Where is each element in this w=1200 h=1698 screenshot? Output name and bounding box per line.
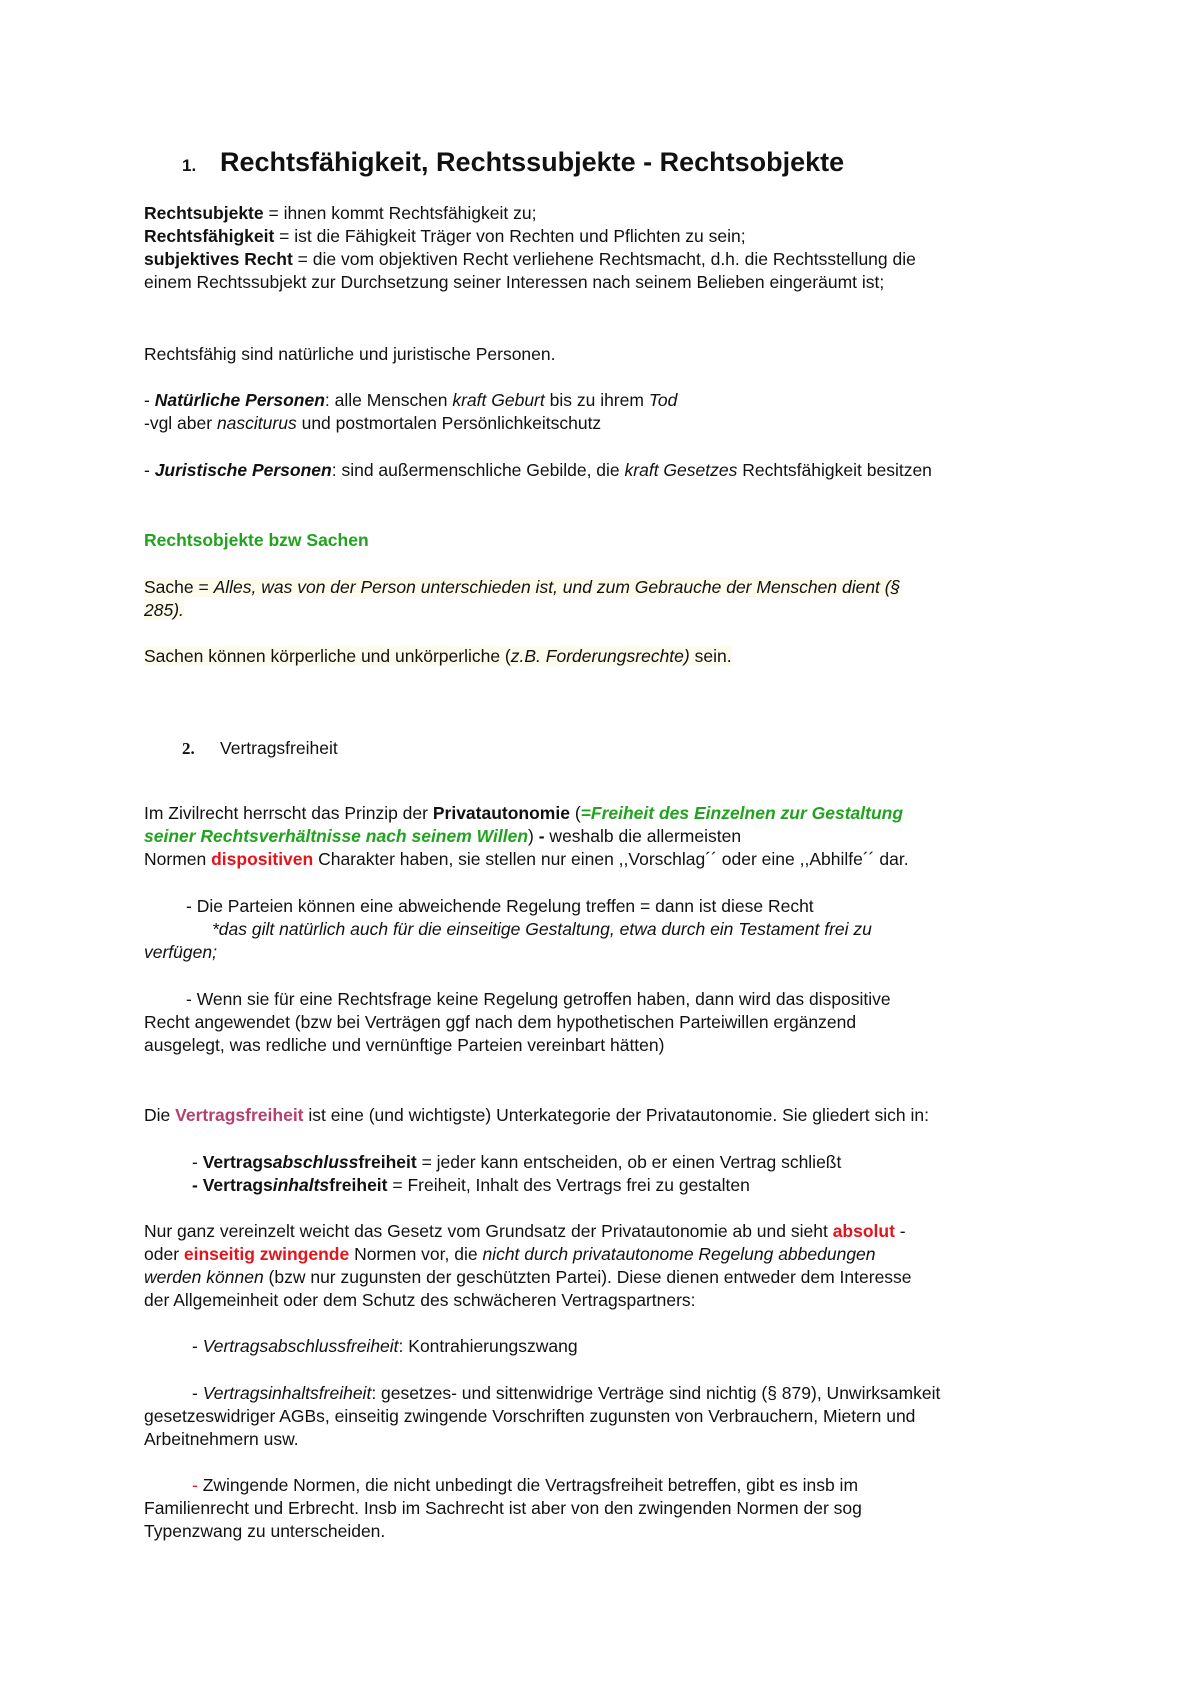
text: - [894,1221,906,1241]
rechtsfaehig-sentence: Rechtsfähig sind natürliche und juristische Personen. [144,344,556,364]
term-dispositiven: dispositiven [211,849,314,869]
text: (bzw nur zugunsten der geschützten Partei). Diese dienen entweder dem Interesse [263,1267,912,1287]
dash: - [144,460,155,480]
text: Charakter haben, sie stellen nur einen ,,Vorschlag´´ oder eine ,,Abhilfe´´ dar. [313,849,909,869]
dash: - [144,390,155,410]
text: ) [528,826,539,846]
text: : alle Menschen [324,390,453,410]
text-italic: Vertragsabschlussfreiheit [202,1336,399,1356]
text: ( [569,803,581,823]
text: Sachen können körperliche und unkörperliche ( [144,646,511,666]
text: Im Zivilrecht herrscht das Prinzip der [144,803,433,823]
definition-text: = ist die Fähigkeit Träger von Rechten und Pflichten zu sein; [274,226,746,246]
vgl-line [144,412,601,435]
text: bis zu ihrem [544,390,649,410]
bullet-abweichende-regelung: - Die Parteien können eine abweichende Regelung treffen = dann ist diese Recht [186,896,814,916]
zwingende-normen-item [192,1474,858,1497]
term-juristische-personen: Juristische Personen [154,460,332,480]
kontrahierungszwang-item [192,1335,578,1358]
term-rechtsfaehigkeit: Rechtsfähigkeit [144,226,275,246]
text-green-highlight: seiner Rechtsverhältnisse nach seinem Willen [144,826,529,846]
text: oder [144,1244,184,1264]
text: = Freiheit, Inhalt des Vertrags frei zu gestalten [387,1175,750,1195]
text-italic: Tod [648,390,678,410]
text-bold: freiheit [329,1175,388,1195]
section-2-title: Vertragsfreiheit [220,738,338,758]
dash: - [192,1336,203,1356]
text-italic: nasciturus [216,413,297,433]
text: Sache = [144,577,214,597]
zwingend-line-4: der Allgemeinheit oder dem Schutz des schwächeren Vertragspartners: [144,1290,696,1310]
term-privatautonomie: Privatautonomie [432,803,570,823]
privatautonomie-line-1 [144,802,903,825]
text: Die [144,1105,176,1125]
zwingende-normen-cont-1: Familienrecht und Erbrecht. Insb im Sachrecht ist aber von den zwingenden Normen der sog [144,1498,862,1518]
vertragsfreiheit-sentence [144,1104,929,1127]
section-1-title: Rechtsfähigkeit, Rechtssubjekte - Rechtsobjekte [220,147,845,177]
privatautonomie-line-2 [144,825,741,848]
definition-rechtsfaehigkeit [144,225,746,248]
text: -vgl aber [144,413,217,433]
text: und postmortalen Persönlichkeitschutz [296,413,602,433]
term-rechtssubjekte: Rechtsubjekte [144,203,264,223]
bullet-abweichende-note-cont: verfügen; [144,942,217,962]
vertragsinhaltsfreiheit-detail-cont-2: Arbeitnehmern usw. [144,1429,299,1449]
text-bold-italic: abschluss [272,1152,359,1172]
definition-rechtssubjekte [144,202,536,225]
definition-subjektives-recht [144,248,916,271]
text-bold: Vertrags [202,1175,273,1195]
definition-text: = die vom objektiven Recht verliehene Rechtsmacht, d.h. die Rechtsstellung die [292,249,916,269]
zwingend-line-1 [144,1220,906,1243]
juristische-personen-line [144,459,932,482]
bullet-keine-regelung: - Wenn sie für eine Rechtsfrage keine Regelung getroffen haben, dann wird das dispositive [186,989,891,1009]
text: Rechtsfähigkeit besitzen [737,460,932,480]
text-italic: 285). [144,600,184,620]
section-1-heading [182,146,844,182]
dash: - [538,826,545,846]
sache-definition-cont [144,599,184,622]
term-subjektives-recht: subjektives Recht [144,249,293,269]
text: Zwingende Normen, die nicht unbedingt die Vertragsfreiheit betreffen, gibt es insb im [197,1475,859,1495]
zwingend-line-2 [144,1243,876,1266]
text: : Kontrahierungszwang [398,1336,578,1356]
text: ist eine (und wichtigste) Unterkategorie der Privatautonomie. Sie gliedert sich in: [303,1105,929,1125]
privatautonomie-line-3 [144,848,909,871]
text-italic: kraft Geburt [452,390,545,410]
definition-subjektives-recht-cont: einem Rechtssubjekt zur Durchsetzung seiner Interessen nach seinem Belieben eingeräumt ist; [144,272,885,292]
vertragsinhaltsfreiheit-detail-cont-1: gesetzeswidriger AGBs, einseitig zwingende Vorschriften zugunsten von Verbrauchern, Mietern und [144,1406,916,1426]
dash: - [192,1175,203,1195]
term-einseitig-zwingende: einseitig zwingende [183,1244,350,1264]
text-bold: freiheit [358,1152,417,1172]
section-2-number: 2. [182,739,195,758]
text-italic: werden können [144,1267,264,1287]
bullet-keine-regelung-cont-1: Recht angewendet (bzw bei Verträgen ggf nach dem hypothetischen Parteiwillen ergänzend [144,1012,857,1032]
dash: - [192,1383,203,1403]
term-natuerliche-personen: Natürliche Personen [154,390,325,410]
section-1-number: 1. [182,156,197,175]
rechtsobjekte-heading: Rechtsobjekte bzw Sachen [144,530,369,550]
bullet-abweichende-note: *das gilt natürlich auch für die einseitige Gestaltung, etwa durch ein Testament frei zu [212,919,872,939]
text: sein. [689,646,732,666]
text-green-highlight: =Freiheit des Einzelnen zur Gestaltung [580,803,904,823]
text-italic: Vertragsinhaltsfreiheit [202,1383,372,1403]
text-bold: Vertrags [202,1152,273,1172]
dash: - [192,1152,203,1172]
text-italic: Alles, was von der Person unterschieden ist, und zum Gebrauche der Menschen dient (§ [213,577,901,597]
text-italic: kraft Gesetzes [624,460,738,480]
sachen-line [144,645,732,668]
natuerliche-personen-line [144,389,677,412]
text: = jeder kann entscheiden, ob er einen Vertrag schließt [416,1152,842,1172]
vertragsinhaltsfreiheit-item [192,1174,750,1197]
vertragsinhaltsfreiheit-detail [192,1382,940,1405]
text: weshalb die allermeisten [544,826,742,846]
text: : gesetzes- und sittenwidrige Verträge sind nichtig (§ 879), Unwirksamkeit [371,1383,941,1403]
bullet-keine-regelung-cont-2: ausgelegt, was redliche und vernünftige Parteien vereinbart hätten) [144,1035,665,1055]
sache-definition [144,576,900,599]
text: Normen [144,849,212,869]
zwingende-normen-cont-2: Typenzwang zu unterscheiden. [144,1521,386,1541]
text: Nur ganz vereinzelt weicht das Gesetz vom Grundsatz der Privatautonomie ab und sieht [144,1221,833,1241]
zwingend-line-3 [144,1266,912,1289]
section-2-heading [182,737,338,760]
definition-text: = ihnen kommt Rechtsfähigkeit zu; [263,203,537,223]
text: Normen vor, die [349,1244,483,1264]
term-vertragsfreiheit: Vertragsfreiheit [175,1105,304,1125]
dash-red: - [192,1475,198,1495]
text-italic: nicht durch privatautonome Regelung abbedungen [482,1244,876,1264]
term-absolut: absolut [832,1221,895,1241]
vertragsabschlussfreiheit-item [192,1151,841,1174]
text-italic: z.B. Forderungsrechte) [510,646,690,666]
text: : sind außermenschliche Gebilde, die [331,460,625,480]
text-bold-italic: inhalts [272,1175,330,1195]
